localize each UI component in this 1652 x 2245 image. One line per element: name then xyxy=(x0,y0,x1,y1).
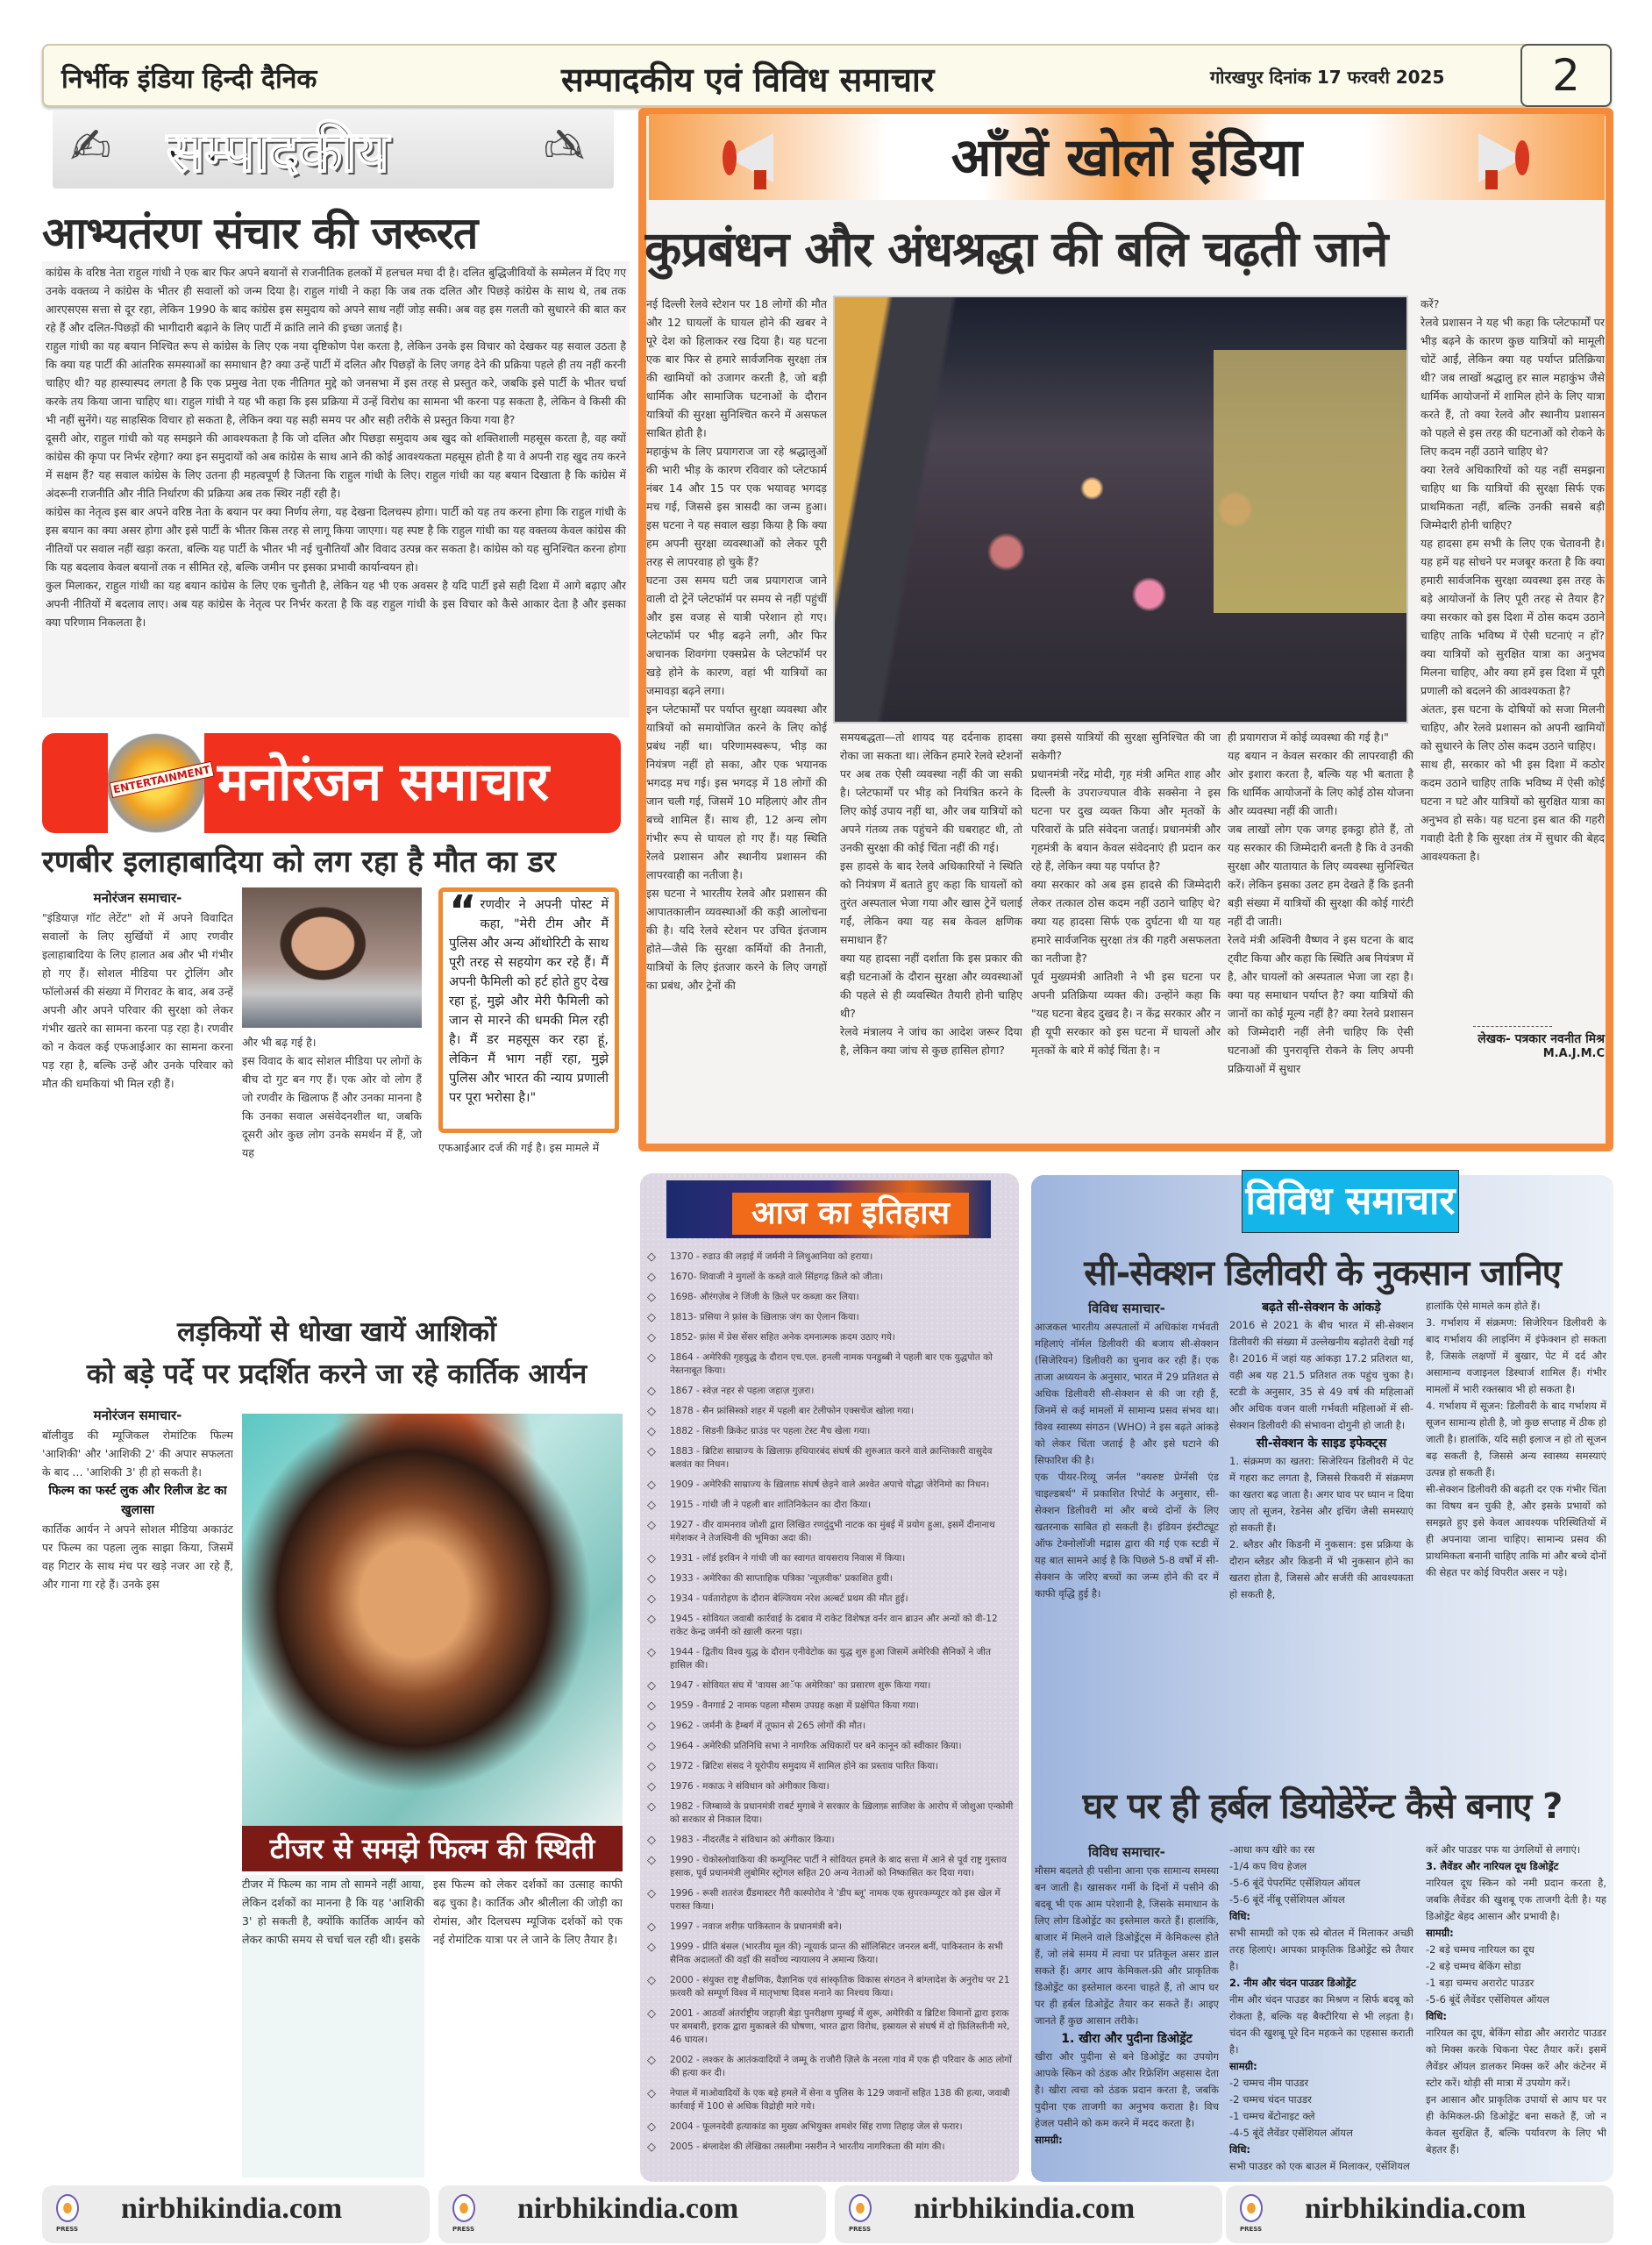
paragraph: पूर्व मुख्यमंत्री आतिशी ने भी इस घटना पर अपनी प्रतिक्रिया व्यक्त की। उन्होंने कहा कि "यह घटना बेहद दुखद है। न केंद्र सरकार और न ही यूपी सरकार को इस घटना में घायलों और मृतकों के बारे में कोई चिंता है। न xyxy=(1031,970,1221,1057)
itihas-item-text: 2002 - लश्कर के आतंकवादियों ने जम्मू के राजौरी ज़िले के नरला गांव में एक ही परिवार के आठ लोगों की हत्या कर दी। xyxy=(670,2055,1012,2078)
itihas-item-text: 1813- प्रसिया ने फ़्रांस के ख़िलाफ़ जंग का ऐलान किया। xyxy=(670,1312,859,1322)
ankhen-kholo-india-title: आँखें खोलो इंडिया xyxy=(951,127,1303,189)
press-caption: PRESS xyxy=(1240,2226,1263,2233)
diamond-bullet-icon: ◇ xyxy=(647,1740,656,1753)
entertainment-logo-text: ENTERTAINMENT xyxy=(109,761,214,798)
author-degree: M.A.J.M.C xyxy=(1542,1047,1605,1060)
diamond-bullet-icon: ◇ xyxy=(647,1351,656,1365)
press-caption: PRESS xyxy=(849,2226,872,2233)
diamond-bullet-icon: ◇ xyxy=(647,1593,656,1606)
paragraph: इस हादसे के बाद रेलवे अधिकारियों ने स्थिति को नियंत्रण में बताते हुए कहा कि घायलों को तुरंत अस्पताल भेजा गया और खास ट्रेनें चलाई गईं, लेकिन क्या यह सब केवल क्षणिक समाधान हैं? xyxy=(840,859,1022,946)
diamond-bullet-icon: ◇ xyxy=(647,1887,656,1900)
diamond-bullet-icon: ◇ xyxy=(647,1479,656,1492)
itihas-item-text: 1934 - पर्वतारोहण के दौरान बेल्जियम नरेश अल्बर्ट प्रथम की मौत हुई। xyxy=(670,1593,908,1604)
paragraph: आजकल भारतीय अस्पतालों में अधिकांश गर्भवती महिलाएं नॉर्मल डिलीवरी की बजाय सी-सेक्शन (सिजेरियन) डिलीवरी का चुनाव कर रही हैं। एक ताजा अध्ययन के अनुसार, भारत में 29 प्रतिशत से अधिक डिलीवरी सी-सेक्शन से की जा रही हैं, जिनमें से कई मामलों में सामान्य प्रसव संभव था। विश्व स्वास्थ्य संगठन (WHO) ने इस बढ़ते आंकड़े को लेकर चिंता जताई है और इसे घटाने की सिफारिश की है। xyxy=(1035,1321,1219,1466)
diamond-bullet-icon: ◇ xyxy=(647,1499,656,1512)
itihas-item xyxy=(645,1405,1014,1418)
press-logo-icon xyxy=(849,2194,872,2222)
paragraph: क्या सरकार को अब इस हादसे की जिम्मेदारी लेकर तत्काल ठोस कदम नहीं उठाने चाहिए थे? क्या यह हादसा सिर्फ एक दुर्घटना थी या यह हमारे सार्वजनिक सुरक्षा तंत्र की गहरी असफलता का नतीजा है? xyxy=(1031,878,1221,965)
paragraph: खीरा और पुदीना से बने डिओड्रेंट का उपयोग आपके स्किन को ठंडक और रिफ्रेशिंग अहसास देता है। खीरा त्वचा को ठंडक प्रदान करता है, जबकि पुदीना एक ताजगी का अनुभव कराता है। विच हेजल पसीने को कम करने में मदद करता है। xyxy=(1035,2050,1219,2129)
csection-subhead-side-effects: सी-सेक्शन के साइड इफेक्ट्स xyxy=(1256,1436,1387,1450)
itihas-item xyxy=(645,2120,1014,2134)
paragraph: इन प्लेटफार्मों पर पर्याप्त सुरक्षा व्यवस्था और यात्रियों को समायोजित करने के लिए कोई प्रबंध नहीं था। परिणामस्वरूप, भीड़ का नियंत्रण नहीं हो सका, और एक भयानक भगदड़ मच गई। इस भगदड़ में 18 लोगों की जान चली गई, जिसमें 10 महिलाएं और तीन बच्चे शामिल हैं। साथ ही, 12 अन्य लोग गंभीर रूप से घायल हो गए हैं। यह स्थिति रेलवे प्रशासन और स्थानीय प्रशासन की लापरवाही का नतीजा है। xyxy=(646,702,827,881)
itihas-item-text: 1370 - रुडाउ की लड़ाई में जर्मनी ने लिथुआनिया को हराया। xyxy=(670,1251,873,1262)
diamond-bullet-icon: ◇ xyxy=(647,2141,656,2154)
itihas-item-text: 1944 - द्वितीय विश्व युद्ध के दौरान एनीवेटोक का युद्ध शुरु हुआ जिसमें अमेरिकी सैनिकाें ने जीत हासिल की। xyxy=(670,1647,991,1671)
quote-mark-icon: “ xyxy=(449,887,477,936)
itihas-title: आज का इतिहास xyxy=(732,1193,969,1235)
paragraph: यह बयान न केवल सरकार की लापरवाही की ओर इशारा करता है, बल्कि यह भी बताता है कि धार्मिक आयोजनों के लिए कोई ठोस योजना और व्यवस्था नहीं की जाती। xyxy=(1228,749,1413,817)
itihas-item xyxy=(645,1331,1014,1344)
paragraph: "इंडियाज़ गॉट लेटेंट" शो में अपने विवादित सवालों के लिए सुर्खियों में आए रणवीर इलाहाबादिया के लिए हालात अब और भी गंभीर हो गए हैं। सोशल मीडिया पर ट्रोलिंग और फॉलोअर्स की संख्या में गिरावट के बाद, अब उन्हें अपनी और अपने परिवार की सुरक्षा को लेकर गंभीर खतरे का सामना करना पड़ रहा है। रणवीर को न केवल कई एफआईआर का सामना करना पड़ रहा है, बल्कि उन्हें और उनके परिवार को मौत की धमकियां भी मिल रही हैं। xyxy=(42,911,233,1090)
itihas-item-text: 1852- फ़्रांस में प्रेस सेंसर सहित अनेक दमनात्मक क़दम उठाए गये। xyxy=(670,1332,895,1343)
press-logo-icon xyxy=(56,2194,79,2222)
csection-column-2 xyxy=(1229,1298,1413,1776)
diamond-bullet-icon: ◇ xyxy=(647,1780,656,1793)
itihas-item-text: 1964 - अमेरिकी प्रतिनिधि सभा ने नागरिक अधिकारों पर बने कानून को स्वीकार किया। xyxy=(670,1741,962,1751)
paragraph: -2 बड़े चम्मच बेकिंग सोडा xyxy=(1426,1960,1521,1972)
deodorant-conclusion: इन आसान और प्राकृतिक उपायों से आप घर पर ही केमिकल-फ्री डिओड्रेंट बना सकते हैं, जो न केवल सुरक्षित हैं, बल्कि पर्यावरण के लिए भी बेहतर हैं। xyxy=(1426,2093,1606,2156)
diamond-bullet-icon: ◇ xyxy=(647,1760,656,1773)
paragraph: टीजर में फिल्म का नाम तो सामने नहीं आया, लेकिन दर्शकों का मानना है कि यह 'आशिकी 3' हो सकती है, क्योंकि कार्तिक आर्यन को लेकर काफी समय से चर्चा चल रही थी। इसके xyxy=(242,1878,424,1946)
paragraph: साथ ही, सरकार को भी इस दिशा में कठोर कदम उठाने चाहिए ताकि भविष्य में ऐसी कोई घटना न घटे और यात्रियों को सुरक्षित यात्रा का अनुभव हो सके। यह घटना इस बात की गहरी गवाही देती है कि सुरक्षा तंत्र में सुधार की बेहद आवश्यकता है। xyxy=(1421,758,1605,863)
deodorant-text-3: नारियल दूध स्किन को नमी प्रदान करता है, जबकि लैवेंडर की खुशबू एक ताजगी देती है। यह डिओड्रेंट बेहद आसान और प्रभावी है। xyxy=(1426,1877,1606,1922)
itihas-item-text: 1698- औरंगज़ेब ने जिंजी के क़िले पर कब्ज़ा कर लिया। xyxy=(670,1292,859,1302)
itihas-item xyxy=(645,1700,1014,1713)
itihas-item-text: 2004 - फूलनदेवी हत्याकांड का मुख्य अभियुक्त शमशेर सिंह राणा तिहाड़ जेल से फरार। xyxy=(670,2121,963,2132)
deodorant-intro xyxy=(1035,1863,1219,2029)
itihas-item xyxy=(645,1760,1014,1773)
website-link[interactable]: nirbhikindia.com xyxy=(517,2192,739,2225)
paragraph: इस फिल्म को लेकर दर्शकों का उत्साह काफी बढ़ चुका है। कार्तिक और श्रीलीला की जोड़ी का रोमांस, और दिलचस्प म्यूजिक दर्शकों को एक नई रोमांटिक यात्रा पर ले जाने के लिए तैयार है। xyxy=(433,1878,623,1946)
itihas-item-text: 1883 - ब्रिटिश साम्राज्य के ख़िलाफ़ हथियारबंद संघर्ष की शुरुआत करने वाले क्रान्तिकारी वासुदेव बलवंत का निधन। xyxy=(670,1446,993,1470)
itihas-item-text: 1947 - सोवियत संघ में 'वायस आॅफ अमेरिका' का प्रसारण शुरू किया गया। xyxy=(670,1680,931,1691)
itihas-item xyxy=(645,1593,1014,1606)
diamond-bullet-icon: ◇ xyxy=(647,2007,656,2020)
dateline: मनोरंजन समाचार- xyxy=(93,1408,182,1423)
paragraph: दूसरी ओर, राहुल गांधी को यह समझने की आवश्यकता है कि जो दलित और पिछड़ा समुदाय अब खुद को शक्तिशाली महसूस करता है, वह क्यों कांग्रेस की कृपा पर निर्भर रहेगा? क्या इन समुदायों को अब कांग्रेस के साथ आने की कोई आवश्यकता महसूस होती है या वे अपनी राह खुद तय करने में सक्षम हैं? यह सवाल कांग्रेस के लिए उतना ही महत्वपूर्ण है जितना कि राहुल गांधी के लिए। राहुल गांधी का यह बयान दिखाता है कि कांग्रेस में अंदरूनी राजनीति और नीति निर्धारण की प्रक्रिया अब तक स्थिर नहीं रही है। xyxy=(46,431,626,500)
diamond-bullet-icon: ◇ xyxy=(647,1405,656,1418)
kartik-intro xyxy=(42,1426,233,1481)
paragraph: कांग्रेस का नेतृत्व इस बार अपने वरिष्ठ नेता के बयान पर क्या निर्णय लेगा, यह देखना दिलचस्प होगा। पार्टी को यह तय करना होगा कि राहुल गांधी के इस बयान का क्या असर होगा और इसे पार्टी के भीतर किस तरह से लागू किया जाएगा। यह स्पष्ट है कि राहुल गांधी का यह वक्तव्य केवल कांग्रेस की नीतियों पर सवाल नहीं खड़ा करता, बल्कि यह पार्टी के भीतर भी नई चुनौतियाँ और विवाद उत्पन्न कर सकता है। कांग्रेस को यह सुनिश्चित करना होगा कि यह बदलाव केवल बयानों तक न सीमित रहे, बल्कि जमीन पर इसका प्रभावी कार्यान्वयन हो। xyxy=(46,505,626,574)
paragraph: यह हादसा हम सभी के लिए एक चेतावनी है। यह हमें यह सोचने पर मजबूर करता है कि क्या हमारी सार्वजनिक सुरक्षा व्यवस्था इस तरह के बड़े आयोजनों के लिए पूरी तरह से तैयार है? क्या सरकार को इस दिशा में ठोस कदम उठाने चाहिए ताकि भविष्य में ऐसी घटनाएं न हों? क्या यात्रियों को सुरक्षित यात्रा का अनुभव मिलना चाहिए, और क्या हमें इस दिशा में पूरी प्रणाली को बदलने की आवश्यकता है? xyxy=(1421,537,1605,697)
kartik-subhead: फिल्म का फर्स्ट लुक और रिलीज डेट का खुलासा xyxy=(48,1484,227,1517)
paragraph: -2 बड़े चम्मच नारियल का दूध xyxy=(1426,1943,1535,1956)
deodorant-text-2: नीम और चंदन पाउडर का मिश्रण न सिर्फ बदबू को रोकता है, बल्कि यह बैक्टीरिया से भी लड़ता है। चंदन की खुशबू पूरे दिन महकने का एहसास कराती है। xyxy=(1229,1993,1413,2056)
kartik-text xyxy=(42,1520,233,1593)
kartik-headline-line-1: लड़कियों से धोखा खायें आशिकों xyxy=(176,1316,497,1348)
divider xyxy=(1473,1026,1552,1027)
itihas-item xyxy=(645,1679,1014,1693)
diamond-bullet-icon: ◇ xyxy=(647,1854,656,1867)
kartik-column-1 xyxy=(42,1405,233,2177)
csection-headline: सी-सेक्शन डिलीवरी के नुकसान जानिए xyxy=(1084,1253,1561,1294)
paragraph: क्या रेलवे अधिकारियों को यह नहीं समझना चाहिए था कि यात्रियों की सुरक्षा सिर्फ एक प्राथमिकता नहीं, बल्कि उनकी सबसे बड़ी जिम्मेदारी होनी चाहिए? xyxy=(1421,463,1605,531)
itihas-item-text: 2005 - बंग्लादेश की लेखिका तसलीमा नसरीन ने भारतीय नागरिकता की मांग की। xyxy=(670,2142,945,2152)
itihas-item xyxy=(645,2087,1014,2113)
itihas-item xyxy=(645,1780,1014,1793)
method-text-2-end: करें और पाउडर पफ या उंगलियों से लगाएं। xyxy=(1426,1843,1581,1856)
itihas-item-text: 1997 - नवाज शरीफ़ पाकिस्तान के प्रधानमंत्री बने। xyxy=(670,1921,843,1932)
paragraph: 3. गर्भाशय में संक्रमण: सिजेरियन डिलीवरी के बाद गर्भाशय की लाइनिंग में इंफेक्शन हो सकता है, जिसके लक्षणों में बुखार, पेट में दर्द और असामान्य वजाइनल डिस्चार्ज शामिल हैं। गंभीर मामलों में भारी रक्तस्राव भी हो सकता है। xyxy=(1426,1316,1606,1395)
ranveer-column-2 xyxy=(242,1033,422,1291)
section-title: सम्पादकीय एवं विविध समाचार xyxy=(561,61,935,99)
paragraph: एक पीयर-रिव्यू जर्नल "क्यरुष्ट प्रेग्नेंसी एंड चाइल्डबर्थ" में प्रकाशित रिपोर्ट के अनुसार, सी-सेक्शन डिलीवरी मां और बच्चे दोनों के लिए खतरनाक साबित हो सकती है। इंडियन इंस्टीट्यूट ऑफ टेक्नोलॉजी मद्रास द्वारा की गई एक स्टडी में यह बात सामने आई है कि पिछले 5-8 वर्षों में सी-सेक्शन के जरिए बच्चों का जन्म होने की दर में काफी वृद्धि हुई है। xyxy=(1035,1471,1219,1600)
press-logo-icon xyxy=(452,2194,475,2222)
deodorant-headline: घर पर ही हर्बल डियोडेरेंन्ट कैसे बनाए ? xyxy=(1082,1786,1563,1827)
csection-subhead-stats: बढ़ते सी-सेक्शन के आंकड़े xyxy=(1262,1301,1381,1315)
diamond-bullet-icon: ◇ xyxy=(647,2054,656,2067)
paragraph: 4. गर्भाशय में सूजन: डिलीवरी के बाद गर्भाशय में सूजन सामान्य होती है, जो कुछ सप्ताह में ठीक हो जाती है। हालांकि, यदि सही इलाज न हो तो सूजन बढ़ सकती है, जिससे अन्य स्वास्थ्य समस्याएं उत्पन्न हो सकती हैं। xyxy=(1426,1400,1606,1479)
itihas-item-text: 1909 - अमेरिकी साम्राज्य के ख़िलाफ़ संघर्ष छेड़ने वाले अश्वेत अपाचे योद्धा जेरेनिमो का निधन। xyxy=(670,1479,990,1490)
paragraph: इस विवाद के बाद सोशल मीडिया पर लोगों के बीच दो गुट बन गए हैं। एक ओर वो लोग हैं जो रणवीर के खिलाफ हैं और उनका मानना है कि उनका सवाल असंवेदनशील था, जबकि दूसरी ओर कुछ लोग उनके समर्थन में हैं, जो यह xyxy=(242,1054,422,1159)
diamond-bullet-icon: ◇ xyxy=(647,1800,656,1814)
diamond-bullet-icon: ◇ xyxy=(647,1974,656,1987)
itihas-item xyxy=(645,2054,1014,2080)
itihas-item-text: 1933 - अमेरिका की साप्ताहिक पत्रिका 'न्यूज़वीक' प्रकाशित हुयी। xyxy=(670,1573,893,1584)
csection-text xyxy=(1035,1319,1219,1602)
diamond-bullet-icon: ◇ xyxy=(647,1720,656,1733)
paragraph: -1 बड़ा चम्मच अरारोट पाउडर xyxy=(1426,1977,1535,1989)
ingredients-label: सामग्री: xyxy=(1426,1927,1454,1939)
itihas-item xyxy=(645,1351,1014,1378)
diamond-bullet-icon: ◇ xyxy=(647,1331,656,1344)
diamond-bullet-icon: ◇ xyxy=(647,1251,656,1264)
deodorant-subhead-2: 2. नीम और चंदन पाउडर डिओड्रेंट xyxy=(1229,1977,1356,1989)
method-text-2: सभी पाउडर को एक बाउल में मिलाकर, एसेंशियल xyxy=(1229,2160,1410,2172)
paragraph: रेलवे मंत्री अश्विनी वैष्णव ने इस घटना के बाद ट्वीट किया और कहा कि स्थिति अब नियंत्रण में है, और घायलों को अस्पताल भेजा जा रहा है। क्या यह समाधान पर्याप्त है? क्या यात्रियों की जानों का कोई मूल्य नहीं है? क्या रेलवे प्रशासन को जिम्मेदारी नहीं लेनी चाहिए कि ऐसी घटनाओं की पुनरावृत्ति रोकने के लिए अपनी प्रक्रियाओं में सुधार xyxy=(1228,933,1413,1075)
itihas-item-text: 1927 - वीर वामनराव जोशी द्वारा लिखित रणदुंदुभी नाटक का मुंबई में प्रयोग हुआ, इसमें दीनानाथ मंगेशकर ने तेजस्विनी की भूमिका अदा की। xyxy=(670,1520,995,1543)
paragraph: क्या इससे यात्रियों की सुरक्षा सुनिश्चित की जा सकेगी? xyxy=(1031,731,1221,762)
diamond-bullet-icon: ◇ xyxy=(647,1271,656,1284)
method-text-1: सभी सामग्री को एक स्प्रे बोतल में मिलाकर अच्छी तरह हिलाएं। आपका प्राकृतिक डिओड्रेंट स्प्रे तैयार है। xyxy=(1229,1927,1413,1972)
itihas-item-text: 1962 - जर्मनी के हैम्बर्ग में तूफान से 265 लोगों की मौत। xyxy=(670,1721,866,1731)
diamond-bullet-icon: ◇ xyxy=(647,1941,656,1954)
paragraph: -1 चम्मच बेंटोनाइट क्ले xyxy=(1229,2110,1315,2122)
vividh-samachar-title: विविध समाचार xyxy=(1242,1170,1459,1233)
press-caption: PRESS xyxy=(56,2226,79,2233)
itihas-item xyxy=(645,2141,1014,2154)
diamond-bullet-icon: ◇ xyxy=(647,1572,656,1586)
itihas-item xyxy=(645,1519,1014,1545)
paragraph: 2016 से 2021 के बीच भारत में सी-सेक्शन डिलीवरी की संख्या में उल्लेखनीय बढ़ोतरी देखी गई है। 2016 में जहां यह आंकड़ा 17.2 प्रतिशत था, वही अब यह 21.5 प्रतिशत तक पहुंच चुका है। स्टडी के अनुसार, 35 से 49 वर्ष की महिलाओं और अधिक वजन वाली गर्भवती महिलाओं में सी-सेक्शन डिलीवरी की संभावना दोगुनी हो जाती है। xyxy=(1229,1319,1413,1431)
diamond-bullet-icon: ◇ xyxy=(647,1700,656,1713)
dateline: मनोरंजन समाचार- xyxy=(93,890,182,906)
paragraph: ही प्रयागराज में कोई व्यवस्था की गई है।" xyxy=(1228,731,1389,744)
itihas-item xyxy=(645,1887,1014,1914)
main-story-column-2 xyxy=(840,728,1022,1144)
itihas-item-text: 1864 - अमेरिकी गृहयुद्ध के दौरान एच.एल. हनली नामक पनडुब्बी ने पहली बार एक युद्धपोत को नेस्तनाबूत किया। xyxy=(670,1352,993,1376)
csection-column-3 xyxy=(1426,1298,1606,1776)
train-coach xyxy=(1214,350,1406,613)
paragraph: रेलवे प्रशासन ने यह भी कहा कि प्लेटफार्मों पर भीड़ बढ़ने के कारण कुछ यात्रियों को मामूली चोटें आईं, लेकिन क्या यह पर्याप्त प्रतिक्रिया थी? जब लाखों श्रद्धालु हर साल महाकुंभ जैसे धार्मिक आयोजनों में शामिल होने के लिए यात्रा करते हैं, तो क्या रेलवे और स्थानीय प्रशासन को पहले से इस तरह की घटनाओं को रोकने के लिए कदम नहीं उठाने चाहिए थे? xyxy=(1421,316,1605,458)
paragraph: करें? xyxy=(1421,297,1440,310)
ankhen-kholo-india-banner xyxy=(649,114,1605,200)
entertainment-logo xyxy=(108,733,211,833)
diamond-bullet-icon: ◇ xyxy=(647,1445,656,1458)
diamond-bullet-icon: ◇ xyxy=(647,1311,656,1324)
itihas-item-text: 1990 - चेकोस्लोवाकिया की कम्यूनिस्ट पार्टी ने सोवियत हमले के बाद सत्ता में आने से पूर्व राष्ट्र गुस्ताव हसाक, पूर्व प्रधानमंत्री लुबोमिर स्ट्रोगल सहित 20 अन्य नेताओं को निष्कासित कर दिया गया। xyxy=(670,1855,1007,1878)
pull-quote-text: रणवीर ने अपनी पोस्ट में कहा, "मेरी टीम और मैं पुलिस और अन्य ऑथोरिटी के साथ पूरी तरह से सहयोग कर रहे हैं। मैं अपनी फैमिली को हर्ट होते हुए देख रहा हूं, मुझे और मेरी फैमिली को जान से मारने की धमकी मिल रही है। मैं डर महसूस कर रहा हूं, लेकिन मैं भाग नहीं रहा, मुझे पुलिस और भारत की न्याय प्रणाली पर पूरा भरोसा है।" xyxy=(449,898,609,1105)
itihas-list xyxy=(645,1251,1014,2161)
itihas-item xyxy=(645,1720,1014,1733)
ranveer-column-1 xyxy=(42,887,233,1291)
ingredients-label: सामग्री: xyxy=(1229,2060,1257,2072)
itihas-item xyxy=(645,1921,1014,1934)
paragraph: रेलवे मंत्रालय ने जांच का आदेश जरूर दिया है, लेकिन क्या जांच से कुछ हासिल होगा? xyxy=(840,1025,1022,1057)
paragraph: घटना उस समय घटी जब प्रयागराज जाने वाली दो ट्रेनें प्लेटफॉर्म पर समय से नहीं पहुंचीं और इस वजह से यात्री परेशान हो गए। प्लेटफॉर्म पर भीड़ बढ़ने लगी, और फिर अचानक शिवगंगा एक्सप्रेस के प्लेटफॉर्म पर खड़े होने के कारण, वहां भी यात्रियों का जमावड़ा बढ़ने लगा। xyxy=(646,574,827,697)
masthead xyxy=(42,44,1612,107)
paragraph: -4-5 बूंदें लैवेंडर एसेंशियल ऑयल xyxy=(1229,2127,1353,2139)
author-name: लेखक- पत्रकार नवनीत मिश्र xyxy=(1478,1032,1605,1046)
diamond-bullet-icon: ◇ xyxy=(647,1613,656,1626)
paragraph: 1. संक्रमण का खतरा: सिजेरियन डिलीवरी में पेट में गहरा कट लगता है, जिससे रिकवरी में संक्रमण का खतरा बढ़ जाता है। अगर घाव पर ध्यान न दिया जाए तो सूजन, रेडनेस और इचिंग जैसी समस्याएं हो सकती हैं। xyxy=(1229,1455,1413,1534)
itihas-item xyxy=(645,1800,1014,1827)
itihas-item-text: 1867 - स्वेज़ नहर से पहला जहाज़ गुज़रा। xyxy=(670,1386,815,1396)
itihas-item-text: 1915 - गांधी जी ने पहली बार शांतिनिकेतन का दौरा किया। xyxy=(670,1500,872,1510)
paragraph: 2. ब्लैडर और किडनी में नुकसान: इस प्रक्रिया के दौरान ब्लैडर और किडनी में भी नुकसान होने का खतरा होता है, जिससे और सर्जरी की आवश्यकता हो सकती है, xyxy=(1229,1538,1413,1600)
main-story-column-1 xyxy=(646,295,827,1144)
paragraph: -5-6 बूंदें नींबू एसेंशियल ऑयल xyxy=(1229,1893,1345,1906)
footer-website-banner[interactable] xyxy=(1226,2185,1613,2243)
pull-quote xyxy=(438,887,619,1133)
itihas-item-text: 2000 - संयुक्त राष्ट्र शैक्षणिक, वैज्ञानिक एवं सांस्कृतिक विकास संगठन ने बांग्लादेश के अनुरोध पर 21 फ़रवरी को सम्पूर्ण विश्व में मातृभाषा दिवस मनाने का निश्चय किया। xyxy=(670,1975,1010,1999)
footer-website-banner[interactable] xyxy=(835,2185,1222,2243)
ranveer-column-3 xyxy=(438,1138,619,1291)
main-story-column-3 xyxy=(1031,728,1221,1144)
itihas-item xyxy=(645,1445,1014,1472)
kartik-column-3 xyxy=(433,1875,623,2177)
paragraph: बॉलीवुड की म्यूजिकल रोमांटिक फिल्म 'आशिकी' और 'आशिकी 2' की अपार सफलता के बाद ... 'आशिकी 3' ही हो सकती है। xyxy=(42,1429,233,1479)
writing-hand-icon: ✍ xyxy=(544,118,585,175)
paragraph: समयबद्धता—तो शायद यह दर्दनाक हादसा रोका जा सकता था। लेकिन हमारे रेलवे स्टेशनों पर अब तक ऐसी व्यवस्था नहीं की जा सकी है। प्लेटफार्मों पर भीड़ को नियंत्रित करने के लिए कोई उपाय नहीं था, और जब यात्रियों को अपने गंतव्य तक पहुंचने की घबराहट थी, तो उनकी सुरक्षा की कोई चिंता नहीं की गई। xyxy=(840,731,1022,854)
kartik-headline xyxy=(42,1311,631,1395)
editorial-body xyxy=(42,261,630,717)
itihas-item xyxy=(645,1291,1014,1304)
footer-website-banner[interactable] xyxy=(42,2185,430,2243)
itihas-item xyxy=(645,1740,1014,1753)
megaphone-icon xyxy=(1464,125,1533,191)
itihas-item-text: 1878 - सैन फ्रांसिस्को शहर में पहली बार टेलीफोन एक्सचेंज खोला गया। xyxy=(670,1406,914,1416)
writing-hand-icon: ✍ xyxy=(70,118,111,175)
kartik-aaryan-photo xyxy=(242,1414,623,1826)
paragraph: अंततः, इस घटना के दोषियों को सजा मिलनी चाहिए, और रेलवे प्रशासन को अपनी खामियों को सुधारने के लिए ठोस कदम उठाने चाहिए। xyxy=(1421,702,1605,752)
itihas-item xyxy=(645,1646,1014,1672)
itihas-item-text: नेपाल में माओवादियों के एक बड़े हमले में सेना व पुलिस के 129 जवानों सहित 138 की हत्या, जवाबी कार्रवाई में 100 से अधिक विद्रोही मारे गये। xyxy=(670,2088,1010,2112)
itihas-item xyxy=(645,1572,1014,1586)
itihas-item xyxy=(645,1251,1014,1264)
diamond-bullet-icon: ◇ xyxy=(647,1646,656,1659)
press-logo-icon xyxy=(1240,2194,1263,2222)
railway-station-crowd-photo xyxy=(833,296,1408,723)
deodorant-text-1 xyxy=(1035,2049,1219,2132)
dateline: विविध समाचार- xyxy=(1088,1301,1165,1316)
itihas-item xyxy=(645,1425,1014,1438)
paragraph: कुल मिलाकर, राहुल गांधी का यह बयान कांग्रेस के लिए एक चुनौती है, लेकिन यह भी एक अवसर है यदि पार्टी इसे सही दिशा में आगे बढ़ाए और अपनी नीतियों में बदलाव लाए। अब यह कांग्रेस के नेतृत्व पर निर्भर करता है कि वह राहुल गांधी के इस विचार को कैसे आकार देता है और इसका क्या परिणाम निकलता है। xyxy=(46,579,626,629)
paper-name: निर्भीक इंडिया हिन्दी दैनिक xyxy=(61,64,317,95)
editorial-banner xyxy=(53,110,614,189)
diamond-bullet-icon: ◇ xyxy=(647,1385,656,1398)
itihas-item xyxy=(645,2007,1014,2047)
itihas-ribbon xyxy=(666,1180,991,1238)
csection-column-1 xyxy=(1035,1298,1219,1776)
itihas-item xyxy=(645,1974,1014,2000)
diamond-bullet-icon: ◇ xyxy=(647,1552,656,1565)
paragraph: -2 चम्मच चंदन पाउडर xyxy=(1229,2093,1312,2106)
itihas-item xyxy=(645,1834,1014,1847)
itihas-item xyxy=(645,1311,1014,1324)
website-link[interactable]: nirbhikindia.com xyxy=(1305,2192,1527,2225)
paragraph: एफआईआर दर्ज की गई है। इस मामले में xyxy=(438,1141,600,1154)
itihas-item-text: 2001 - आठवाँ अंतर्राष्ट्रीय जहाज़ी बेड़ा पुनरीक्षण मुम्बई में शुरू, अमेरिकी व ब्रिटिश विमानों द्वारा इराक पर बमबारी, इराक द्वारा मुकाबले की घोषणा, भारत द्वारा विरोध, इस्रायल से संघर्ष में दो फ़िलिस्तीनी मरे, 46 घायल। xyxy=(670,2008,1010,2045)
itihas-item-text: 1983 - नीदरलैंड ने संविधान को अंगीकार किया। xyxy=(670,1835,835,1845)
itihas-item-text: 1882 - सिडनी क्रिकेट ग्राउंड पर पहला टेस्ट मैच खेला गया। xyxy=(670,1426,871,1436)
deodorant-column-2 xyxy=(1229,1842,1413,2179)
ingredients-label: सामग्री: xyxy=(1035,2134,1063,2146)
itihas-item-text: 1996 - रूसी शतरंज ग्रैंडमास्टर गैरी कास्पोरोव ने 'डीप ब्लू' नामक एक सुपरकम्प्यूटर को इस खेल में परास्त किया। xyxy=(670,1888,1000,1912)
deodorant-column-1 xyxy=(1035,1842,1219,2179)
editorial-banner-title: सम्पादकीय xyxy=(167,120,389,185)
aaj-ka-itihas-box xyxy=(640,1173,1019,2182)
diamond-bullet-icon: ◇ xyxy=(647,2120,656,2134)
ranveer-text xyxy=(42,909,233,1093)
ingredients-list-2 xyxy=(1229,2075,1413,2142)
paragraph: -5-6 बूंदें लैवेंडर एसेंशियल ऑयल xyxy=(1426,1993,1549,2006)
method-label: विधि: xyxy=(1229,2143,1251,2156)
diamond-bullet-icon: ◇ xyxy=(647,2087,656,2100)
ranveer-headline: रणबीर इलाहाबादिया को लग रहा है मौत का डर xyxy=(42,845,556,880)
itihas-item xyxy=(645,1479,1014,1492)
deodorant-subhead-1: 1. खीरा और पुदीना डिओड्रेंट xyxy=(1061,2032,1193,2046)
itihas-item xyxy=(645,1854,1014,1880)
diamond-bullet-icon: ◇ xyxy=(647,1291,656,1304)
diamond-bullet-icon: ◇ xyxy=(647,1519,656,1532)
itihas-item-text: 1972 - ब्रिटिश संसद ने यूरोपीय समुदाय में शामिल होने का प्रस्ताव पारित किया। xyxy=(670,1761,939,1771)
main-story-column-4 xyxy=(1228,728,1413,1144)
website-link[interactable]: nirbhikindia.com xyxy=(121,2192,343,2225)
main-story-column-5 xyxy=(1421,295,1605,1023)
paragraph: -5-6 बूंदें पेपरमिंट एसेंशियल ऑयल xyxy=(1229,1877,1361,1889)
paragraph: महाकुंभ के लिए प्रयागराज जा रहे श्रद्धालुओं की भारी भीड़ के कारण रविवार को प्लेटफार्म नंबर 14 और 15 पर एक भयावह भगदड़ मच गई, जिससे इस त्रासदी का जन्म हुआ। इस घटना ने यह सवाल खड़ा किया है कि क्या हम अपनी सुरक्षा व्यवस्थाओं को लेकर पूरी तरह से लापरवाह हो चुके हैं? xyxy=(646,445,827,568)
csection-side-effects-text xyxy=(1229,1453,1413,1603)
diamond-bullet-icon: ◇ xyxy=(647,1921,656,1934)
paragraph: सी-सेक्शन डिलीवरी की बढ़ती दर एक गंभीर चिंता का विषय बन चुकी है, और इसके प्रभावों को समझते हुए इसे केवल आवश्यक परिस्थितियों में ही अपनाया जाना चाहिए। सामान्य प्रसव की प्राथमिकता बनानी चाहिए ताकि मां और बच्चे दोनों की सेहत पर कोई विपरीत असर न पड़े। xyxy=(1426,1483,1606,1579)
dateline: विविध समाचार- xyxy=(1088,1844,1165,1860)
city-date: गोरखपुर दिनांक 17 फरवरी 2025 xyxy=(1210,67,1445,88)
itihas-item-text: 1945 - सोवियत जवाबी कार्रवाई के दबाव में राकेट विशेषज्ञ वर्नर वान ब्राउन और अन्यों को वी-12 राकेट केन्द्र जर्मनी को ख़ाली करना पड़ा। xyxy=(670,1614,998,1637)
itihas-item xyxy=(645,1613,1014,1639)
method-text-3: नारियल का दूध, बेकिंग सोडा और अरारोट पाउडर को मिक्स करके चिकना पेस्ट तैयार करें। इसमें लैवेंडर ऑयल डालकर मिक्स करें और कंटेनर में स्टोर करें। थोड़ी सी मात्रा में उपयोग करें। xyxy=(1426,2027,1606,2089)
paragraph: जब लाखों लोग एक जगह इकट्ठा होते हैं, तो यह सरकार की जिम्मेदारी बनती है कि वे उनकी सुरक्षा और यातायात के लिए व्यवस्था सुनिश्चित करें। लेकिन इसका उलट हम देखते हैं कि इतनी बड़ी संख्या में यात्रियों की सुरक्षा की कोई गारंटी नहीं दी जाती। xyxy=(1228,823,1413,928)
teaser-banner: टीजर से समझे फिल्म की स्थिती xyxy=(242,1826,623,1871)
entertainment-banner-title: मनोरंजन समाचार xyxy=(217,752,550,813)
diamond-bullet-icon: ◇ xyxy=(647,1425,656,1438)
paragraph: क्या यह हादसा नहीं दर्शाता कि इस प्रकार की बड़ी घटनाओं के दौरान सुरक्षा और व्यवस्थाओं की पहले से ही व्यवस्थित तैयारी होनी चाहिए थी? xyxy=(840,951,1022,1020)
paragraph: हालांकि ऐसे मामले कम होते हैं। xyxy=(1426,1300,1541,1312)
author-byline xyxy=(1421,1026,1605,1060)
itihas-item xyxy=(645,1552,1014,1565)
itihas-item xyxy=(645,1271,1014,1284)
itihas-item-text: 1931 - लॉर्ड इरविन ने गांधी जी का स्वागत वायसराय निवास में किया। xyxy=(670,1553,906,1564)
paragraph: -1/4 कप विच हेजल xyxy=(1229,1860,1307,1872)
csection-stats-text xyxy=(1229,1317,1413,1434)
paragraph: -आधा कप खीरे का रस xyxy=(1229,1843,1315,1856)
paragraph: -2 चम्मच नीम पाउडर xyxy=(1229,2077,1309,2089)
diamond-bullet-icon: ◇ xyxy=(647,1679,656,1693)
ingredients-list-1 xyxy=(1229,1842,1413,1908)
page-number: 2 xyxy=(1520,44,1612,107)
itihas-item xyxy=(645,1941,1014,1967)
entertainment-banner xyxy=(42,733,621,833)
ranveer-photo xyxy=(242,887,422,1028)
paragraph: और भी बढ़ गई है। xyxy=(242,1036,317,1049)
paragraph: कांग्रेस के वरिष्ठ नेता राहुल गांधी ने एक बार फिर अपने बयानों से राजनीतिक हलकों में हलचल मचा दी है। दलित बुद्धिजीवियों के सम्मेलन में दिए गए उनके वक्तव्य ने कांग्रेस के भीतर ही सवालों को जन्म दिया है। राहुल गांधी ने कहा कि जब तक दलित और पिछड़े कांग्रेस के साथ थे, तब तक आरएसएस सत्ता से दूर रहा, लेकिन 1990 के बाद कांग्रेस इस समुदाय को अपने साथ नहीं जोड़ सकी। अब वह इस गलती को सुधारने की बात कर रहे हैं और दलित-पिछड़ों की भागीदारी बढ़ाने के लिए पार्टी में क्रांति लाने की इच्छा जताई है। xyxy=(46,266,626,334)
paragraph: नई दिल्ली रेलवे स्टेशन पर 18 लोगों की मौत और 12 घायलों के घायल होने की खबर ने पूरे देश को हिलाकर रख दिया है। यह घटना एक बार फिर से हमारे सार्वजनिक सुरक्षा तंत्र की खामियों को उजागर करती है, जो बड़ी धार्मिक और सामाजिक घटनाओं के दौरान यात्रियों की सुरक्षा सुनिश्चित करने में असफल साबित होती है। xyxy=(646,297,827,439)
method-label: विधि: xyxy=(1426,2010,1448,2022)
itihas-item xyxy=(645,1499,1014,1512)
main-story-headline: कुप्रबंधन और अंधश्रद्धा की बलि चढ़ती जाने xyxy=(644,221,1388,277)
paragraph: मौसम बदलते ही पसीना आना एक सामान्य समस्या बन जाती है। खासकर गर्मी के दिनों में पसीने की बदबू भी एक आम परेशानी है, जिसके समाधान के लिए लोग डिओड्रेंट का इस्तेमाल करते हैं। हालांकि, बाजार में मिलने वाले डिओड्रेंट्स में केमिकल्स होते हैं, जो लंबे समय में त्वचा पर प्रतिकूल असर डाल सकते हैं। अगर आप केमिकल-फ्री और प्राकृतिक डिओड्रेंट का इस्तेमाल करना चाहते हैं, तो आप घर पर ही हर्बल डिओड्रेंट तैयार कर सकते हैं। आइए जानते हैं कुछ आसान तरीके। xyxy=(1035,1864,1219,2027)
paragraph: इस घटना ने भारतीय रेलवे और प्रशासन की आपातकालीन व्यवस्थाओं की कड़ी आलोचना की है। यदि रेलवे स्टेशन पर उचित इंतजाम होते—जैसे कि सुरक्षा कर्मियों की तैनाती, यात्रियों के लिए इंतजार करने के लिए जगहों का प्रबंध, और ट्रेनों की xyxy=(646,887,827,992)
deodorant-column-3 xyxy=(1426,1842,1606,2179)
kartik-column-2 xyxy=(242,1875,424,2177)
press-caption: PRESS xyxy=(452,2226,475,2233)
itihas-item-text: 1976 - मकाऊ ने संविधान को अंगीकार किया। xyxy=(670,1781,830,1792)
kartik-headline-line-2: को बड़े पर्दे पर प्रदर्शित करने जा रहे कार्तिक आर्यन xyxy=(86,1358,587,1390)
itihas-item-text: 1670- शिवाजी ने मुगलों के कब्ज़े वाले सिंहगढ़ क़िले को जीता। xyxy=(670,1272,884,1282)
footer-website-banner[interactable] xyxy=(438,2185,826,2243)
diamond-bullet-icon: ◇ xyxy=(647,1834,656,1847)
deodorant-subhead-3: 3. लैवेंडर और नारियल दूध डिओड्रेंट xyxy=(1426,1860,1559,1872)
method-label: विधि: xyxy=(1229,1910,1251,1922)
itihas-item-text: 1999 - प्रीति बंसल (भारतीय मूल की) न्यूयार्क प्रान्त की सॉलिसिटर जनरल बनीं, पाकिस्तान के सभी सैनिक अदालतों की वहाँ की सर्वोच्च न्यायालय ने अमान्य किया। xyxy=(670,1942,1003,1965)
website-link[interactable]: nirbhikindia.com xyxy=(914,2192,1136,2225)
paragraph: प्रधानमंत्री नरेंद्र मोदी, गृह मंत्री अमित शाह और दिल्ली के उपराज्यपाल वीके सक्सेना ने इस घटना पर दुख व्यक्त किया और मृतकों के परिवारों के प्रति संवेदना जताई। प्रधानमंत्री और गृहमंत्री के बयान केवल संवेदनाएं ही प्रदान कर रहे हैं, लेकिन क्या यह पर्याप्त है? xyxy=(1031,767,1221,873)
itihas-item-text: 1959 - वैनगार्ड 2 नामक पहला मौसम उपग्रह कक्षा में प्रक्षेपित किया गया। xyxy=(670,1700,920,1711)
paragraph: कार्तिक आर्यन ने अपने सोशल मीडिया अकाउंट पर फिल्म का पहला लुक साझा किया, जिसमें वह गिटार के साथ मंच पर खड़े नजर आ रहे हैं, और गाना गा रहे हैं। उनके इस xyxy=(42,1522,233,1591)
itihas-item xyxy=(645,1385,1014,1398)
ingredients-list-3 xyxy=(1426,1942,1606,2008)
paragraph: राहुल गांधी का यह बयान निश्चित रूप से कांग्रेस के लिए एक नया दृष्टिकोण पेश करता है, लेकिन उनके इस विचार को देखकर यह सवाल उठता है कि क्या यह पार्टी की आंतरिक समस्याओं का समाधान है? क्या उन्हें पार्टी में दलित और पिछड़ों के लिए जगह देने की प्रक्रिया पहले ही तय नहीं करनी चाहिए थी? यह हास्यास्पद लगता है कि एक प्रमुख नेता एक नीतिगत मुद्दे को जनसभा में इस तरह से प्रस्तुत करे, जबकि इसे पार्टी के भीतर चर्चा करके तय किया जाना चाहिए था। राहुल गांधी ने यह भी कहा कि इस प्रक्रिया में उन्हें विरोध का सामना भी करना पड़ सकता है, लेकिन वे किसी की भी नहीं सुनेंगे। यह साहसिक विचार हो सकता है, लेकिन क्या यह सही समय पर और सही तरीके से प्रस्तुत किया गया है? xyxy=(46,339,626,426)
editorial-headline: आभ्यतंरण संचार की जरूरत xyxy=(42,208,478,259)
itihas-item-text: 1982 - जिम्बाव्वे के प्रधानमंत्री राबर्ट मुगाबे ने सरकार के ख़िलाफ़ साजिश के आरोप में जोशुआ एन्कोमी को सरकार से निकाल दिया। xyxy=(670,1801,1014,1825)
